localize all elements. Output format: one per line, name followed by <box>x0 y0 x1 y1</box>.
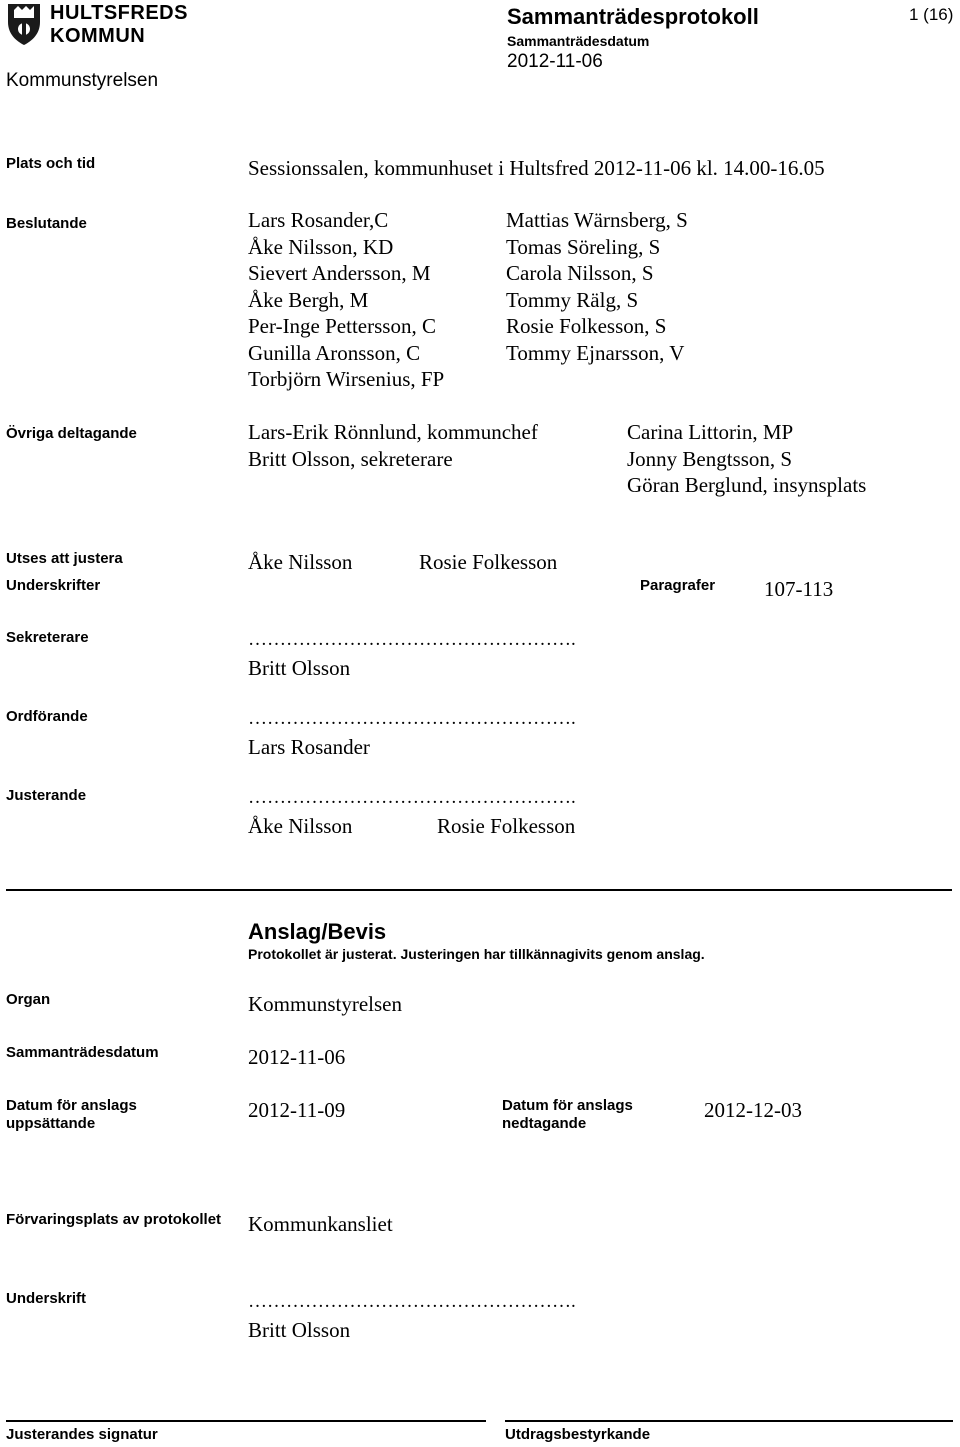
footer-line-right <box>505 1420 953 1422</box>
storage-value: Kommunkansliet <box>248 1212 393 1236</box>
decision-maker: Mattias Wärnsberg, S <box>506 208 688 232</box>
decision-maker: Carola Nilsson, S <box>506 261 654 285</box>
logo-text-line2: KOMMUN <box>50 25 146 47</box>
decision-maker: Torbjörn Wirsenius, FP <box>248 367 445 391</box>
adjusters-label: Utses att justera <box>6 550 123 567</box>
adjusting-name-1: Åke Nilsson <box>248 814 353 838</box>
chair-name: Lars Rosander <box>248 735 370 759</box>
decision-maker: Åke Bergh, M <box>248 287 369 312</box>
participant: Jonny Bengtsson, S <box>627 446 793 471</box>
municipality-logo <box>6 2 186 48</box>
secretary-signature-line: ……………………………………………. <box>248 629 576 650</box>
other-participants-column-1 <box>248 419 538 472</box>
storage-label: Förvaringsplats av protokollet <box>6 1211 222 1228</box>
notice-subtitle: Protokollet är justerat. Justeringen har tillkännagivits genom anslag. <box>248 946 705 962</box>
decision-makers-column-2 <box>506 207 688 366</box>
removed-date-label <box>502 1097 633 1133</box>
page-number: 1 (16) <box>909 5 954 24</box>
chair-label: Ordförande <box>6 708 88 725</box>
decision-makers-label: Beslutande <box>6 215 87 232</box>
removed-date-label-line1: Datum för anslags <box>502 1097 633 1114</box>
decision-maker: Åke Nilsson, KD <box>248 234 394 259</box>
secretary-label: Sekreterare <box>6 629 89 646</box>
participant: Britt Olsson, sekreterare <box>248 446 453 471</box>
decision-maker: Rosie Folkesson, S <box>506 314 667 338</box>
decision-maker: Tomas Söreling, S <box>506 234 661 259</box>
removed-date: 2012-12-03 <box>704 1098 802 1122</box>
posted-date-label-line2: uppsättande <box>6 1115 96 1132</box>
secretary-name: Britt Olsson <box>248 656 351 680</box>
decision-makers-column-1 <box>248 207 444 393</box>
signatures-label: Underskrifter <box>6 577 101 594</box>
place-value: Sessionssalen, kommunhuset i Hultsfred 2012-11-06 kl. 14.00-16.05 <box>248 156 825 180</box>
participant: Göran Berglund, insynsplats <box>627 473 867 497</box>
decision-maker: Tommy Ejnarsson, V <box>506 340 685 365</box>
notice-signature-line: ……………………………………………. <box>248 1291 576 1312</box>
chair-signature-line: ……………………………………………. <box>248 708 576 729</box>
signature-label: Underskrift <box>6 1290 87 1307</box>
adjusters-signature-footer: Justerandes signatur <box>6 1426 158 1443</box>
organ-value: Kommunstyrelsen <box>248 992 402 1016</box>
other-participants-column-2 <box>627 419 866 499</box>
place-label: Plats och tid <box>6 155 96 172</box>
meeting-date-label: Sammanträdesdatum <box>507 33 650 49</box>
decision-maker: Lars Rosander,C <box>248 208 389 232</box>
logo-text-line1: HULTSFREDS <box>50 2 188 24</box>
org-name: Kommunstyrelsen <box>6 70 159 91</box>
posted-date: 2012-11-09 <box>248 1098 346 1122</box>
page-title: Sammanträdesprotokoll <box>507 4 759 29</box>
certification-footer: Utdragsbestyrkande <box>505 1426 651 1443</box>
section-divider <box>6 889 952 891</box>
decision-maker: Gunilla Aronsson, C <box>248 340 421 365</box>
participant: Lars-Erik Rönnlund, kommunchef <box>248 420 538 444</box>
footer-line-left <box>6 1420 486 1422</box>
decision-maker: Tommy Rälg, S <box>506 287 639 312</box>
decision-maker: Per-Inge Pettersson, C <box>248 314 436 338</box>
notice-title: Anslag/Bevis <box>248 919 387 944</box>
participant: Carina Littorin, MP <box>627 420 794 444</box>
notice-signature-name: Britt Olsson <box>248 1318 351 1342</box>
adjuster-name-2: Rosie Folkesson <box>419 550 558 574</box>
paragraphs-value: 107-113 <box>764 577 834 601</box>
adjusting-label: Justerande <box>6 787 87 804</box>
paragraphs-label: Paragrafer <box>640 577 716 594</box>
meeting-date: 2012-11-06 <box>507 51 603 72</box>
posted-date-label <box>6 1097 137 1133</box>
adjusting-name-2: Rosie Folkesson <box>437 814 576 838</box>
organ-label: Organ <box>6 991 51 1008</box>
other-participants-label: Övriga deltagande <box>6 425 137 442</box>
municipal-crest-icon <box>6 2 42 46</box>
adjuster-name-1: Åke Nilsson <box>248 550 353 574</box>
posted-date-label-line1: Datum för anslags <box>6 1097 137 1114</box>
adjusting-signature-line: ……………………………………………. <box>248 787 576 808</box>
removed-date-label-line2: nedtagande <box>502 1115 587 1132</box>
notice-meeting-date: 2012-11-06 <box>248 1045 346 1069</box>
decision-maker: Sievert Andersson, M <box>248 261 431 285</box>
notice-meeting-date-label: Sammanträdesdatum <box>6 1044 159 1061</box>
